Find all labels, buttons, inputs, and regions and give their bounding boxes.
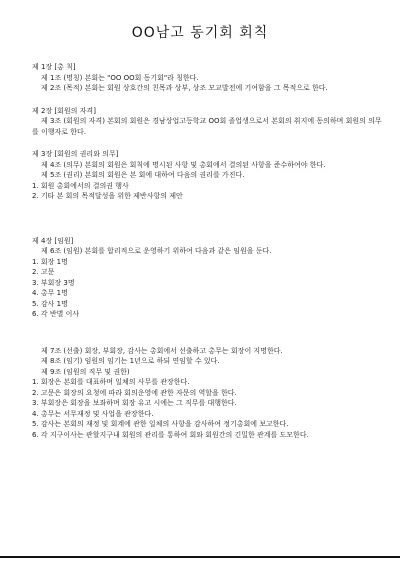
- page-bottom-rule: [0, 556, 400, 558]
- article-7: 제 7조 (선출) 회장, 부회장, 감사는 총회에서 선출하고 총무는 회장이 지명한다.: [41, 346, 283, 355]
- officer-item-5: 5. 감사 1명: [32, 299, 68, 308]
- duty-item-5: 5. 감사는 본회의 재정 및 회계에 관한 일체의 사항을 감사하여 정기총회에 보고한다.: [32, 420, 289, 428]
- officer-item-4: 4. 총무 1명: [32, 289, 68, 297]
- article-8: 제 8조 (임기) 임원의 임기는 1년으로 하되 연임할 수 있다.: [41, 357, 220, 365]
- officer-item-6: 6. 각 반별 이사: [32, 310, 80, 318]
- document-title: OO남고 동기회 회칙: [131, 25, 269, 41]
- officer-item-1: 1. 회장 1명: [32, 257, 68, 266]
- article-5: 제 5조 (권리) 본회의 회원은 본 회에 대하여 다음의 권리를 가진다.: [41, 171, 245, 179]
- chapter-4-heading: 제 4장 [임원]: [32, 236, 74, 245]
- chapter-2-heading: 제 2장 [회원의 자격]: [32, 106, 96, 115]
- duty-item-2: 2. 고문은 회장의 요청에 따라 회의운영에 관한 자문의 역할을 한다.: [32, 388, 237, 397]
- article-3: 제 3조 (회원의 자격) 본회의 회원은 경남상업고등학교 OO회 졸업생으로서 본회의 취지에 동의하며 회원의 의무를 이행자로 한다.: [32, 117, 382, 136]
- chapter-3-heading: 제 3장 [회원의 권리와 의무]: [32, 150, 119, 158]
- officer-item-3: 3. 부회장 3명: [32, 278, 75, 287]
- right-item-1: 1. 회원 총회에서의 결의권 행사: [32, 181, 129, 190]
- duty-item-3: 3. 부회장은 회장을 보좌하며 회장 유고 시에는 그 직무를 대행한다.: [32, 399, 237, 407]
- chapter-1-heading: 제 1장 [총 칙]: [32, 63, 76, 71]
- duty-item-6: 6. 각 지구이사는 관할지구내 회원의 관리를 통하여 회와 회원간의 긴밀한 관계를 도모한다.: [32, 430, 309, 439]
- duty-item-1: 1. 회장은 본회를 대표하며 일체의 사무를 관장한다.: [32, 378, 190, 386]
- article-4: 제 4조 (의무) 본회의 회원은 회칙에 명시된 사항 및 총회에서 결의된 사항을 준수하여야 한다.: [41, 160, 326, 169]
- right-item-2: 2. 기타 본 회의 목적달성을 위한 제반사항의 제안: [32, 192, 183, 200]
- article-1: 제 1조 (명칭) 본회는 "OO OO회 동기회"라 칭한다.: [41, 73, 199, 82]
- officer-item-2: 2. 고문: [32, 268, 55, 276]
- duty-item-4: 4. 총무는 서무재정 및 사업을 관장한다.: [32, 409, 154, 418]
- article-2: 제 2조 (목적) 본회는 회원 상호간의 친목과 상부, 상조 모교발전에 기여함을 그 목적으로 한다.: [41, 84, 328, 92]
- article-9: 제 9조 (임원의 직무 및 권한): [41, 367, 130, 376]
- document-body: [32, 62, 382, 440]
- article-6: 제 6조 (임원) 본회를 합리적으로 운영하기 위하여 다음과 같은 임원을 둔다.: [41, 247, 272, 255]
